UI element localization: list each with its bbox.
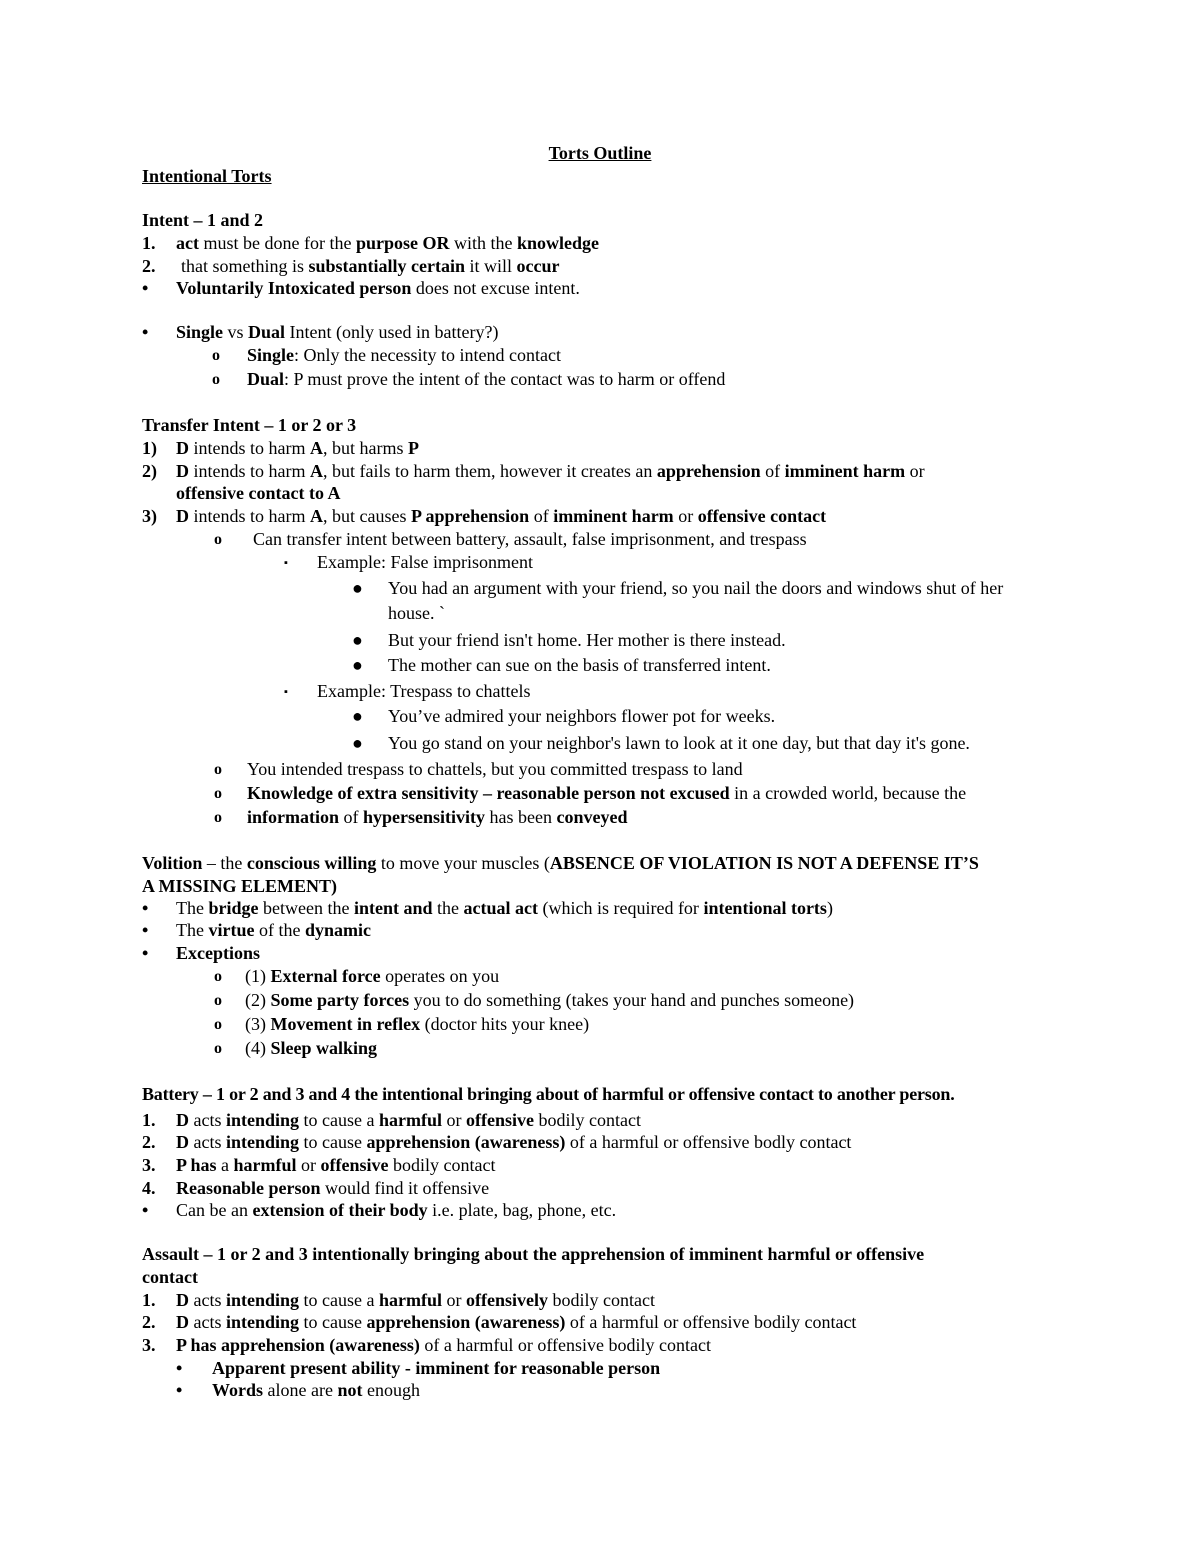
text-run: The — [176, 920, 209, 940]
text-run: D — [176, 1290, 189, 1310]
text-run: P apprehension — [410, 506, 530, 526]
text-run: bodily contact — [388, 1155, 496, 1175]
text-run: hypersensitivity — [363, 807, 486, 827]
document-title: Torts Outline — [548, 143, 652, 163]
text-run: Can be an — [176, 1200, 253, 1220]
text-run: substantially certain — [308, 256, 466, 276]
text-run: intending — [225, 1312, 300, 1332]
text-run: actual act — [463, 898, 538, 918]
text-run: D — [176, 1132, 189, 1152]
text-run: D — [176, 1110, 189, 1130]
text-run: to cause a — [299, 1290, 379, 1310]
section-heading: Intentional Torts — [142, 166, 272, 186]
text-run: act — [176, 233, 199, 253]
text-run: intends to harm — [189, 461, 310, 481]
text-run: knowledge — [516, 233, 599, 253]
text-run: – the — [202, 853, 247, 873]
text-run: : P must prove the intent of the contact was to harm or offend — [284, 369, 726, 389]
text-run: of a harmful or offensive bodily contact — [565, 1312, 857, 1332]
text-run: Words — [212, 1380, 264, 1400]
text-run: Dual — [248, 322, 286, 342]
text-run: Voluntarily Intoxicated person — [176, 278, 412, 298]
text-run: extension of their body — [252, 1200, 428, 1220]
text-run: in a crowded world, because the — [729, 783, 967, 803]
text-run: intends to harm — [189, 506, 310, 526]
text-run: harmful — [233, 1155, 297, 1175]
text-run: or — [441, 1110, 466, 1130]
text-run: A MISSING ELEMENT) — [142, 876, 338, 896]
text-run: or — [441, 1290, 466, 1310]
text-run: imminent harm — [784, 461, 906, 481]
text-run: Movement in reflex — [270, 1014, 421, 1034]
text-run: Dual — [247, 369, 285, 389]
text-run: to move your muscles ( — [376, 853, 550, 873]
text-run: D — [176, 1312, 189, 1332]
text-run: ABSENCE OF VIOLATION IS NOT A DEFENSE IT’S — [549, 853, 979, 873]
text-run: acts — [189, 1290, 226, 1310]
text-run: occur — [516, 256, 560, 276]
text-run: offensive contact to A — [176, 483, 341, 503]
text-run: not — [337, 1380, 363, 1400]
text-run: of — [760, 461, 785, 481]
assault-heading-cont: contact — [142, 1267, 198, 1287]
text-run: must be done for the — [198, 233, 356, 253]
text-run: Sleep walking — [270, 1038, 378, 1058]
text-run: virtue — [208, 920, 255, 940]
text-run: : Only the necessity to intend contact — [294, 345, 561, 365]
text-run: (3) — [245, 1014, 271, 1034]
text-run: operates on you — [380, 966, 500, 986]
text-run: or — [296, 1155, 321, 1175]
text-run: with the — [449, 233, 517, 253]
text-run: offensive contact — [697, 506, 827, 526]
text-run: , but harms — [322, 438, 408, 458]
text-run: Single — [176, 322, 224, 342]
text-run: D — [176, 506, 189, 526]
text-run: A — [309, 506, 323, 526]
text-run: acts — [189, 1110, 226, 1130]
text-run: ) — [826, 898, 833, 918]
text-run: apprehension — [656, 461, 761, 481]
text-run: you to do something (takes your hand and punches someone) — [409, 990, 855, 1010]
text-run: or — [673, 506, 698, 526]
text-run: of — [529, 506, 554, 526]
text-run: that something is — [181, 256, 309, 276]
text-run: acts — [189, 1132, 226, 1152]
text-run: to cause — [299, 1312, 367, 1332]
text-run: of the — [254, 920, 305, 940]
text-run: purpose OR — [355, 233, 450, 253]
text-run: of — [339, 807, 363, 827]
battery-heading: Battery – 1 or 2 and 3 and 4 the intentional bringing about of harmful or offensive contact to another person. — [142, 1084, 955, 1104]
text-run: imminent harm — [553, 506, 674, 526]
text-run: bodily contact — [547, 1290, 655, 1310]
text-run: would find it offensive — [320, 1178, 490, 1198]
transfer-heading: Transfer Intent – 1 or 2 or 3 — [142, 415, 357, 435]
text-run: Volition — [142, 853, 203, 873]
text-run: P — [407, 438, 419, 458]
text-run: apprehension (awareness) — [366, 1312, 566, 1332]
text-run: The — [176, 898, 209, 918]
text-run: conveyed — [556, 807, 628, 827]
text-run: A — [309, 438, 323, 458]
text-run: harmful — [378, 1110, 442, 1130]
text-run: enough — [362, 1380, 420, 1400]
text-run: Intent (only used in battery?) — [285, 322, 499, 342]
text-run: it will — [465, 256, 517, 276]
text-run: to cause — [299, 1132, 367, 1152]
volition-heading-cont — [142, 875, 1070, 898]
text-run: (doctor hits your knee) — [420, 1014, 590, 1034]
text-run: Knowledge of extra sensitivity – reasonable person not excused — [247, 783, 730, 803]
text-run: bridge — [208, 898, 259, 918]
text-run: D — [176, 438, 189, 458]
text-run: harmful — [378, 1290, 442, 1310]
document-page: Torts Outline Intentional Torts Intent – 1 and 2 1. act must be done for the purpose OR with the knowledge 2. that something is substantially certain it will occur • Voluntarily Intoxicated person does not excuse intent. • Single vs Dual Intent (only used in battery?) o Single: Only the necessity to intend contact o Dual: P must prove the intent of the contact was to harm or offend Transfer Intent – 1 or 2 or 3 1) D intends to harm A, but harms P 2) D intends to harm A, but fails to harm them, however it creates an apprehension of imminent harm or offensive contact to A 3) D intends to harm A, but causes P apprehension of imminent harm or offensive contact o Can transfer intent between battery, assault, false imprisonment, and trespass ▪ Example: False imprisonment ● You had an argument with your friend, so you nail the doors and windows shut of her house. ` ● But your friend isn't home. Her mother is there instead. ● The mother can sue on the basis of transferred intent. ▪ Example: Trespass to chattels ● You’ve admired your neighbors flower pot for weeks. ● You go stand on your neighbor's lawn to look at it one day, but that day it's gone. o You intended trespass to chattels, but you committed trespass to land o Knowledge of extra sensitivity – reasonable person not excused in a crowded world, because the o information of hypersensitivity has been conveyed Volition – the conscious willing to move your muscles (ABSENCE OF VIOLATION IS NOT A DEFENSE IT’S A MISSING ELEMENT) • The bridge between the intent and the actual act (which is required for intentional torts) • The virtue of the dynamic • Exceptions o (1) External force operates on you o (2) Some party forces you to do something (takes your hand and punches someone) o (3) Movement in reflex (doctor hits your knee) o (4) Sleep walking Battery – 1 or 2 and 3 and 4 the intentional bringing about of harmful or offensive contact to another person. 1. D acts intending to cause a harmful or offensive bodily contact 2. D acts intending to cause apprehension (awareness) of a harmful or offensive bodly contact 3. P has a harmful or offensive bodily contact 4. Reasonable person would find it offensive • Can be an extension of their body i.e. plate, bag, phone, etc. Assault – 1 or 2 and 3 intentionally bringing about the apprehension of imminent harmful or offensive contact 1. D acts intending to cause a harmful or offensively bodily contact 2. D acts intending to cause apprehension (awareness) of a harmful or offensive bodily contact 3. P has apprehension (awareness) of a harmful or offensive bodily contact • Apparent present ability - imminent for reasonable person • Words alone are not enough — [0, 0, 1200, 1553]
text-run: intends to harm — [189, 438, 310, 458]
text-run: P has — [176, 1155, 217, 1175]
text-run: alone are — [263, 1380, 338, 1400]
text-run: has been — [485, 807, 557, 827]
text-run: dynamic — [304, 920, 371, 940]
text-run: between the — [258, 898, 354, 918]
text-run: i.e. plate, bag, phone, etc. — [427, 1200, 617, 1220]
text-run: External force — [270, 966, 381, 986]
text-run: Apparent present ability - imminent for reasonable person — [212, 1358, 661, 1378]
text-run: conscious willing — [246, 853, 377, 873]
text-run: (4) — [245, 1038, 271, 1058]
text-run: D — [176, 461, 189, 481]
text-run: offensively — [465, 1290, 548, 1310]
text-run: , but causes — [322, 506, 411, 526]
intent-heading: Intent – 1 and 2 — [142, 210, 264, 230]
text-run: intent and — [353, 898, 433, 918]
text-run: Reasonable person — [176, 1178, 321, 1198]
text-run: offensive — [465, 1110, 534, 1130]
text-run: , but fails to harm them, however it creates an — [322, 461, 657, 481]
text-run: to cause a — [299, 1110, 379, 1130]
text-run: intentional torts — [703, 898, 827, 918]
text-run: Some party forces — [270, 990, 410, 1010]
text-run: (2) — [245, 990, 271, 1010]
text-run: of a harmful or offensive bodly contact — [565, 1132, 852, 1152]
text-run: Single — [247, 345, 295, 365]
text-run: (1) — [245, 966, 271, 986]
text-run: of a harmful or offensive bodily contact — [419, 1335, 711, 1355]
text-run: the — [432, 898, 464, 918]
volition-heading — [142, 852, 1070, 875]
text-run: A — [309, 461, 323, 481]
text-run: P has apprehension (awareness) — [176, 1335, 420, 1355]
text-run: intending — [225, 1290, 300, 1310]
text-run: bodily contact — [533, 1110, 641, 1130]
text-run: vs — [223, 322, 249, 342]
text-run: acts — [189, 1312, 226, 1332]
text-run: or — [905, 461, 925, 481]
text-run: intending — [225, 1132, 300, 1152]
text-run: offensive — [320, 1155, 389, 1175]
text-run: information — [247, 807, 339, 827]
text-run: (which is required for — [537, 898, 704, 918]
text-run: intending — [225, 1110, 300, 1130]
text-run: apprehension (awareness) — [366, 1132, 566, 1152]
text-run: a — [216, 1155, 234, 1175]
text-run: Exceptions — [176, 943, 261, 963]
assault-heading: Assault – 1 or 2 and 3 intentionally bringing about the apprehension of imminent harmful or offensive — [142, 1244, 925, 1264]
text-run: does not excuse intent. — [411, 278, 580, 298]
